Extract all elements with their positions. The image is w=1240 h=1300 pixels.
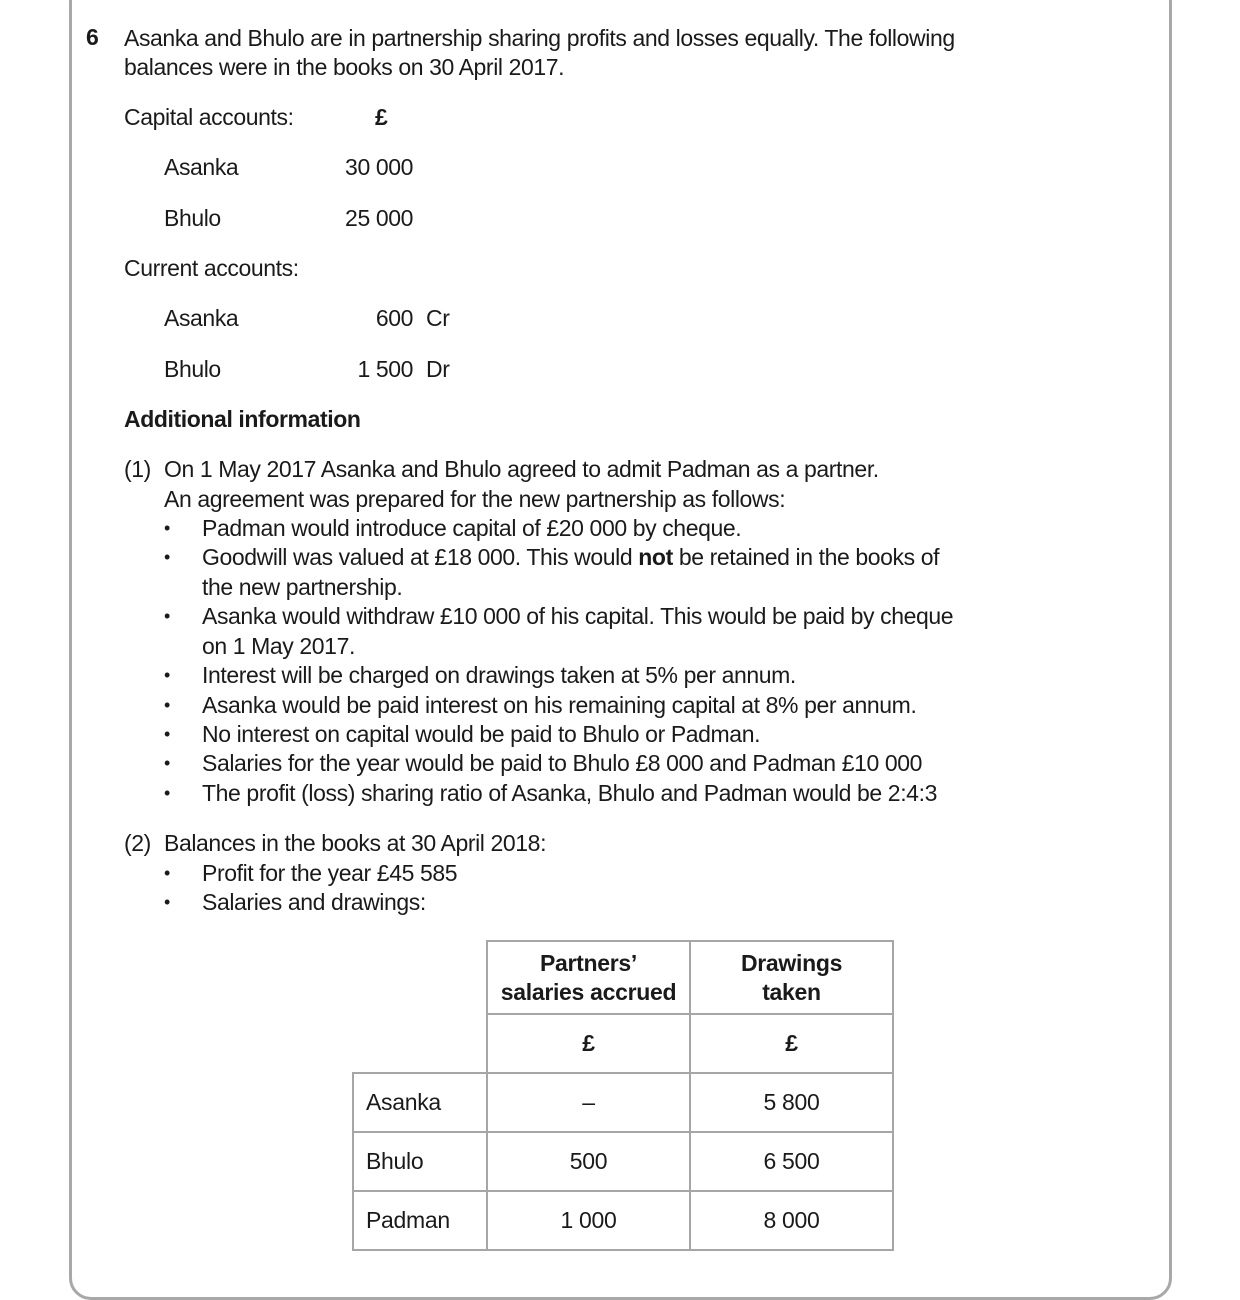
bullet-text-continuation: the new partnership. [202,574,403,600]
item1-line1: On 1 May 2017 Asanka and Bhulo agreed to admit Padman as a partner. [164,456,879,482]
additional-info-heading: Additional information [124,406,361,432]
drawings-value: 6 500 [690,1132,893,1191]
salaries-value: – [487,1073,690,1132]
drawings-value: 5 800 [690,1073,893,1132]
capital-name-bhulo: Bhulo [164,205,221,231]
salaries-value: 1 000 [487,1191,690,1250]
currency-symbol: £ [375,104,388,130]
header-salaries-accrued [487,941,690,1014]
drawings-value: 8 000 [690,1191,893,1250]
table-row [353,1191,893,1250]
bullet-text: Padman would introduce capital of £20 000 by cheque. [202,515,742,541]
capital-amount-bhulo: 25 000 [345,205,413,231]
current-side-bhulo: Dr [426,356,450,382]
capital-amount-asanka: 30 000 [345,154,413,180]
header-text: Partners’ [539,949,637,976]
bullet-text: Asanka would withdraw £10 000 of his capital. This would be paid by cheque [202,603,954,629]
bullet-icon: • [164,753,171,773]
table-header-row [353,941,893,1014]
header-text: salaries accrued [500,978,677,1005]
emphasis-not: not [638,544,673,570]
bullet-text: Asanka would be paid interest on his remaining capital at 8% per annum. [202,692,917,718]
current-name-bhulo: Bhulo [164,356,221,382]
bullet-text-part: Goodwill was valued at £18 000. This would [202,544,639,570]
question-intro [124,24,955,82]
current-amount-bhulo: 1 500 [357,356,413,382]
capital-accounts-heading: Capital accounts: [124,104,294,130]
empty-cell [353,1014,487,1073]
header-text: Drawings [740,949,843,976]
bullet-icon: • [164,783,171,803]
bullet-icon: • [164,863,171,883]
bullet-icon: • [164,665,171,685]
bullet-text: Interest will be charged on drawings taken at 5% per annum. [202,662,796,688]
item2-line1: Balances in the books at 30 April 2018: [164,830,547,856]
intro-line-1: Asanka and Bhulo are in partnership sharing profits and losses equally. The following [124,25,955,51]
item1-label: (1) [124,456,151,482]
bullet-icon: • [164,724,171,744]
bullet-text: Salaries and drawings: [202,889,426,915]
item1-line2: An agreement was prepared for the new partnership as follows: [164,486,786,512]
table-unit-row [353,1014,893,1073]
question-number: 6 [86,24,99,50]
bullet-text-continuation: on 1 May 2017. [202,633,355,659]
current-side-asanka: Cr [426,305,450,331]
partner-name: Asanka [353,1073,487,1132]
bullet-text: Salaries for the year would be paid to Bhulo £8 000 and Padman £10 000 [202,750,923,776]
unit-salaries: £ [487,1014,690,1073]
salaries-drawings-table [352,940,894,1251]
unit-drawings: £ [690,1014,893,1073]
intro-line-2: balances were in the books on 30 April 2017. [124,54,565,80]
bullet-icon: • [164,892,171,912]
current-accounts-heading: Current accounts: [124,255,299,281]
empty-cell [353,941,487,1014]
bullet-icon: • [164,695,171,715]
bullet-icon: • [164,547,171,567]
bullet-text [202,544,939,571]
bullet-text: Profit for the year £45 585 [202,860,458,886]
table-row [353,1073,893,1132]
header-text: taken [762,978,821,1005]
salaries-value: 500 [487,1132,690,1191]
partner-name: Bhulo [353,1132,487,1191]
table-row [353,1132,893,1191]
bullet-icon: • [164,606,171,626]
capital-name-asanka: Asanka [164,154,239,180]
header-drawings-taken [690,941,893,1014]
current-name-asanka: Asanka [164,305,239,331]
bullet-text: The profit (loss) sharing ratio of Asanka, Bhulo and Padman would be 2:4:3 [202,780,937,806]
bullet-text: No interest on capital would be paid to Bhulo or Padman. [202,721,761,747]
bullet-icon: • [164,518,171,538]
bullet-text-part: be retained in the books of [672,544,940,570]
item2-label: (2) [124,830,151,856]
partner-name: Padman [353,1191,487,1250]
current-amount-asanka: 600 [375,305,413,331]
